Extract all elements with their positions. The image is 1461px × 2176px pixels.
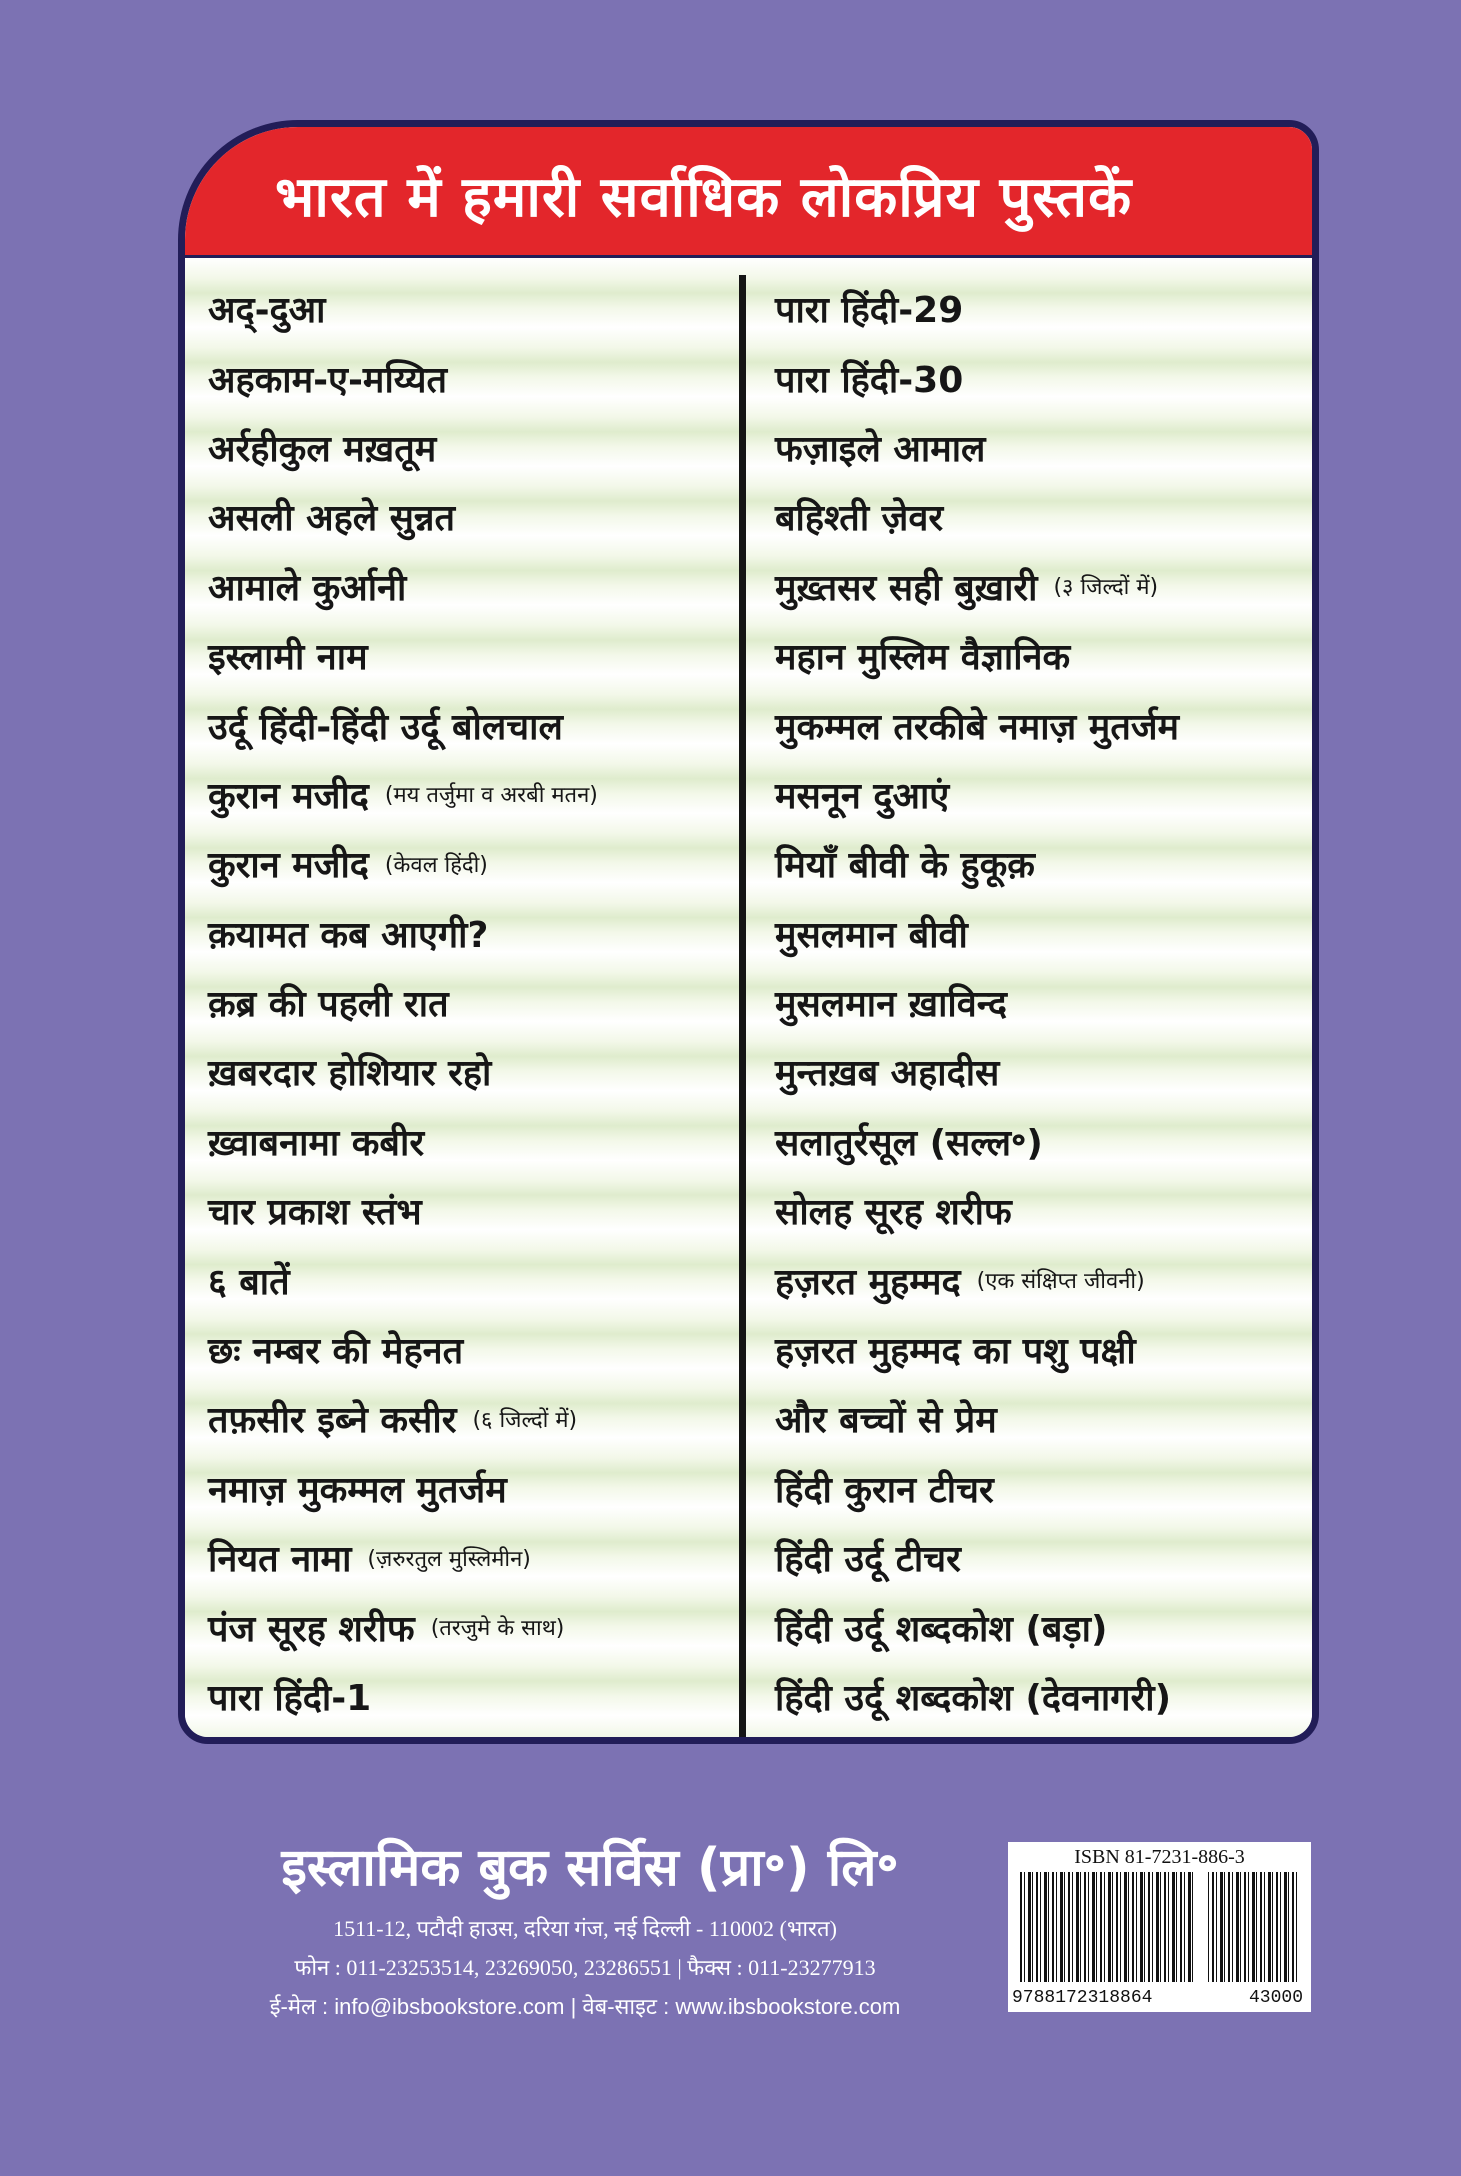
publisher-email-website: ई-मेल : info@ibsbookstore.com | वेब-साइट : www.ibsbookstore.com (269, 1994, 901, 2019)
book-title: कुरान मजीद (208, 775, 369, 817)
isbn-barcode (1008, 1842, 1311, 2012)
book-title: नियत नामा (208, 1539, 352, 1581)
book-title: पंज सूरह शरीफ (208, 1608, 415, 1650)
book-title: पारा हिंदी-1 (208, 1678, 372, 1719)
book-note: (६ जिल्दों में) (472, 1407, 578, 1433)
book-title: मुसलमान बीवी (775, 914, 968, 956)
book-list-item (775, 1592, 1319, 1661)
book-list-item (775, 690, 1319, 759)
book-list-item (208, 1454, 738, 1523)
book-list-item (775, 552, 1319, 621)
book-title: पारा हिंदी-30 (775, 359, 964, 401)
barcode-digits-addon: 43000 (1248, 1988, 1303, 2008)
book-list-item (208, 1176, 738, 1245)
book-list-item (775, 621, 1319, 690)
book-title: हिंदी उर्दू शब्दकोश (बड़ा) (775, 1608, 1108, 1650)
book-list-item (208, 343, 738, 412)
book-title: अर्रहीकुल मख़तूम (208, 428, 437, 470)
right-book-column (775, 274, 1319, 1731)
book-list-item (208, 1245, 738, 1314)
book-title: अद्‌-दुआ (208, 290, 326, 332)
book-list-item (208, 1315, 738, 1384)
book-title: तफ़सीर इब्ने कसीर (208, 1400, 457, 1442)
book-list-item (775, 899, 1319, 968)
book-title: और बच्चों से प्रेम (775, 1400, 997, 1442)
column-divider (739, 275, 746, 1744)
book-list-item (775, 413, 1319, 482)
book-note: (३ जिल्दों में) (1053, 575, 1159, 601)
book-title: महान मुस्लिम वैज्ञानिक (775, 637, 1071, 679)
book-title: हिंदी कुरान टीचर (775, 1469, 994, 1511)
book-note: (तरजुमे के साथ) (430, 1616, 565, 1642)
book-title: अहकाम-ए-मय्यित (208, 359, 447, 401)
book-list-item (775, 1662, 1319, 1731)
book-list-item (208, 482, 738, 551)
book-list-item (208, 829, 738, 898)
book-list-item (208, 690, 738, 759)
book-list-item (208, 274, 738, 343)
book-list-item (208, 1523, 738, 1592)
book-title: हिंदी उर्दू टीचर (775, 1539, 961, 1581)
book-list-item (775, 1107, 1319, 1176)
barcode-digits (1008, 1984, 1311, 2010)
book-list-item (208, 621, 738, 690)
book-note: (एक संक्षिप्त जीवनी) (976, 1269, 1145, 1295)
book-title: चार प्रकाश स्तंभ (208, 1192, 422, 1234)
card-header (185, 127, 1312, 258)
book-list-item (775, 482, 1319, 551)
book-title: मसनून दुआएं (775, 775, 950, 817)
book-title: मुख़्तसर सही बुख़ारी (775, 567, 1038, 609)
book-title: हिंदी उर्दू शब्दकोश (देवनागरी) (775, 1678, 1172, 1719)
publisher-phone: फोन : 011-23253514, 23269050, 23286551 | फैक्स : 011-23277913 (294, 1955, 876, 1980)
books-card (178, 120, 1319, 1744)
book-list-item (208, 899, 738, 968)
book-title: क़यामत कब आएगी? (208, 914, 489, 956)
book-list-item (775, 1454, 1319, 1523)
book-title: ख़्वाबनामा कबीर (208, 1122, 425, 1164)
left-book-column (208, 274, 738, 1731)
isbn-number: ISBN 81-7231-886-3 (1074, 1846, 1245, 1868)
book-title: आमाले कुर्आनी (208, 567, 407, 609)
book-title: पारा हिंदी-29 (775, 290, 964, 332)
book-list-item (775, 1384, 1319, 1453)
book-title: सोलह सूरह शरीफ (775, 1192, 1012, 1234)
book-list-item (208, 968, 738, 1037)
book-title: उर्दू हिंदी-हिंदी उर्दू बोलचाल (208, 706, 563, 748)
book-title: मियाँ बीवी के हुकूक़ (775, 845, 1035, 887)
book-note: (मय तर्जुमा व अरबी मतन) (384, 783, 598, 809)
book-list-item (775, 968, 1319, 1037)
barcode-gap (1194, 1872, 1208, 1984)
book-title: मुन्तख़ब अहादीस (775, 1053, 1000, 1095)
book-title: बहिश्ती ज़ेवर (775, 498, 944, 540)
book-list-item (208, 1107, 738, 1176)
book-list-item (208, 552, 738, 621)
book-title: ६ बातें (208, 1261, 290, 1303)
book-list-item (208, 1384, 738, 1453)
book-title: हज़रत मुहम्मद का पशु पक्षी (775, 1331, 1136, 1373)
book-list-item (208, 760, 738, 829)
book-list-item (775, 1523, 1319, 1592)
book-list-item (775, 1245, 1319, 1314)
book-list-item (775, 1176, 1319, 1245)
publisher-name: इस्लामिक बुक सर्विस (प्रा॰) लि॰ (281, 1838, 899, 1898)
book-list-item (775, 274, 1319, 343)
book-title: कुरान मजीद (208, 845, 369, 887)
book-title: मुसलमान ख़ाविन्द (775, 984, 1007, 1026)
book-title: सलातुर्रसूल (सल्ल॰) (775, 1122, 1043, 1164)
book-list-item (775, 829, 1319, 898)
book-note: (ज़रुरतुल मुस्लिमीन) (367, 1546, 531, 1572)
publisher-address: 1511-12, पटौदी हाउस, दरिया गंज, नई दिल्ली - 110002 (भारत) (333, 1916, 837, 1941)
barcode-bars (1020, 1872, 1300, 1982)
book-title: असली अहले सुन्नत (208, 498, 456, 540)
book-list-item (208, 1662, 738, 1731)
book-title: फज़ाइले आमाल (775, 428, 986, 470)
book-list-item (208, 1592, 738, 1661)
book-list-item (775, 1315, 1319, 1384)
book-title: नमाज़ मुकम्मल मुतर्जम (208, 1469, 507, 1511)
barcode-digits-main: 9788172318864 (1012, 1988, 1153, 2008)
book-title: हज़रत मुहम्मद (775, 1261, 961, 1303)
book-title: इस्लामी नाम (208, 637, 368, 679)
book-list-item (775, 1037, 1319, 1106)
book-title: ख़बरदार होशियार रहो (208, 1053, 492, 1095)
book-title: छः नम्बर की मेहनत (208, 1331, 464, 1373)
book-note: (केवल हिंदी) (384, 852, 488, 878)
book-title: मुकम्मल तरकीबे नमाज़ मुतर्जम (775, 706, 1180, 748)
book-list-item (775, 760, 1319, 829)
book-list-item (208, 413, 738, 482)
book-list-item (775, 343, 1319, 412)
card-title: भारत में हमारी सर्वाधिक लोकप्रिय पुस्तकें (275, 165, 1133, 230)
book-title: क़ब्र की पहली रात (208, 984, 449, 1026)
book-list-item (208, 1037, 738, 1106)
